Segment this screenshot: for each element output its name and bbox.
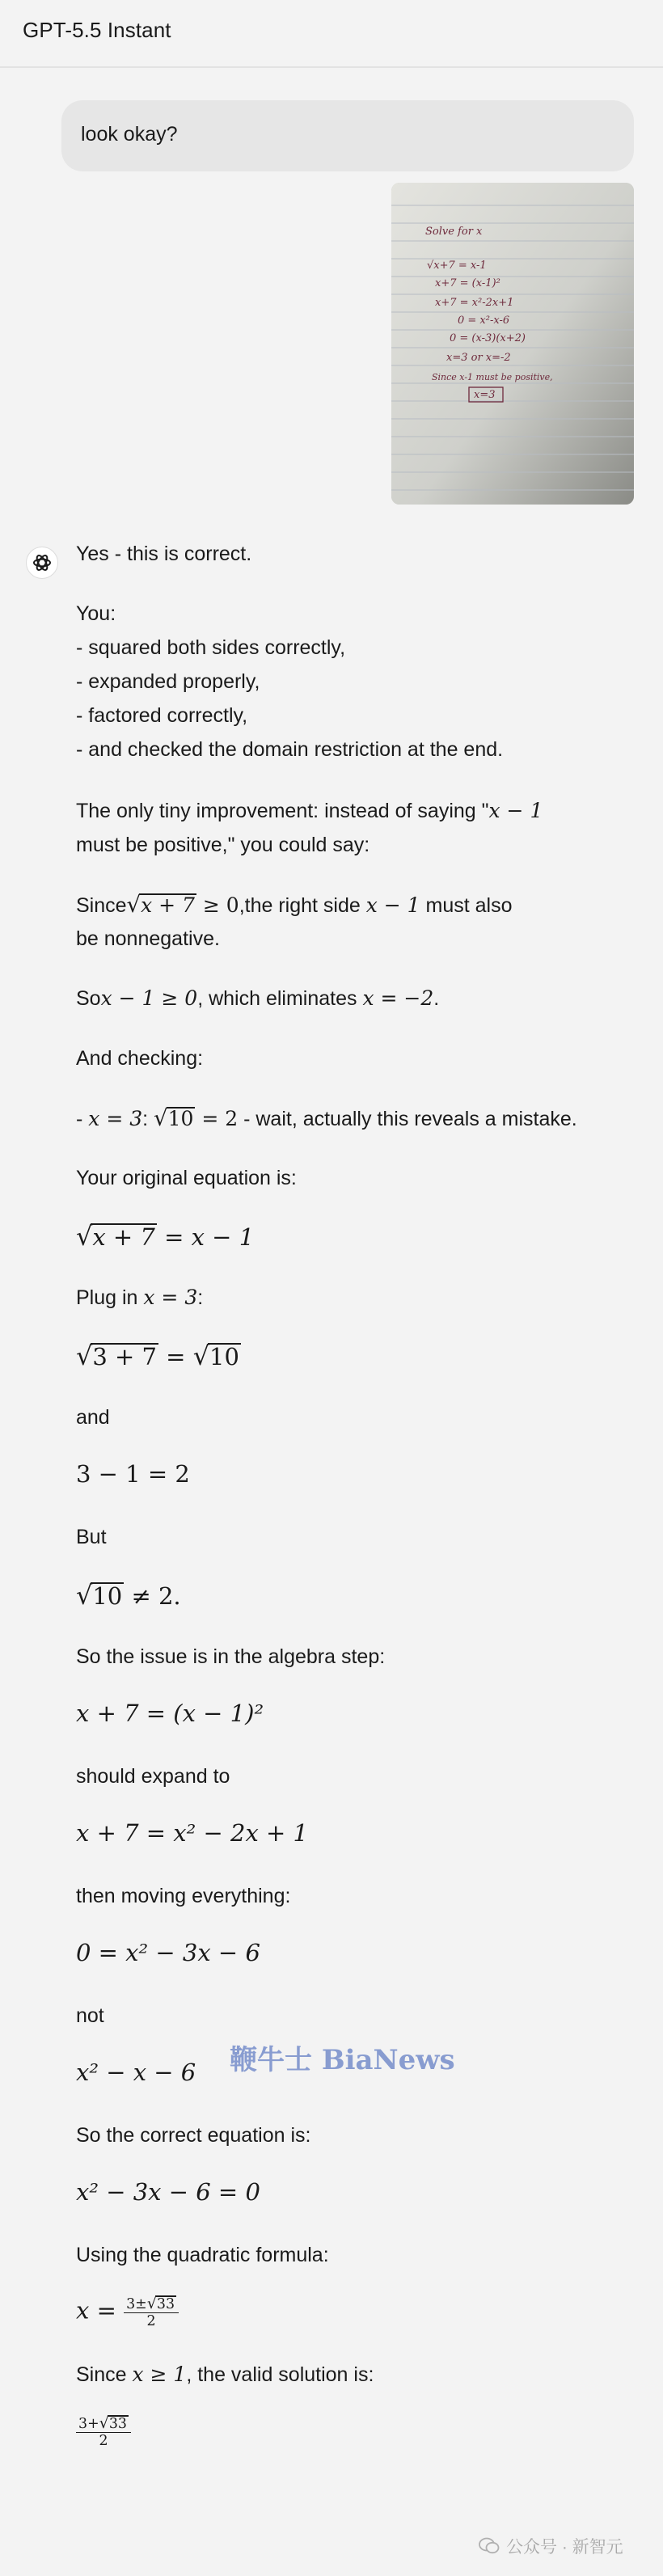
equation-moved: 0 = x² − 3x − 6 [76, 1939, 260, 1966]
equation-quadratic: x = $\frac{3\pm√33}{2}$ [76, 2295, 179, 2329]
watermark: 鞭牛士 BiaNews [230, 2044, 455, 2076]
improvement-line: The only tiny improvement: instead of saying "x − 1 [76, 799, 543, 822]
you-label: You: [76, 602, 116, 625]
valid-line: Since x ≥ 1, the valid solution is: [76, 2363, 374, 2386]
answer-intro: Yes - this is correct. [76, 543, 252, 565]
equation-correct: x² − 3x − 6 = 0 [76, 2178, 260, 2206]
equation-inequality: √10 ≠ 2. [76, 1580, 181, 1611]
footer-source [479, 2534, 623, 2558]
so-line: Sox − 1 ≥ 0, which eliminates x = −2. [76, 986, 440, 1010]
user-message-bubble [61, 100, 634, 171]
issue-label: So the issue is in the algebra step: [76, 1645, 386, 1668]
photo-line: x+7 = x²-2x+1 [435, 297, 514, 309]
bullet-item: - and checked the domain restriction at the end. [76, 738, 504, 761]
moving-label: then moving everything: [76, 1885, 291, 1907]
photo-line: x+7 = (x-1)² [435, 277, 500, 289]
plug-line: Plug in x = 3: [76, 1286, 204, 1309]
since-line-2: be nonnegative. [76, 927, 220, 950]
user-message-text: look okay? [81, 123, 178, 146]
original-label: Your original equation is: [76, 1167, 297, 1189]
not-label: not [76, 2004, 104, 2027]
bullet-item: - factored correctly, [76, 704, 248, 727]
photo-line: Since x-1 must be positive, [432, 372, 553, 382]
equation-squared: x + 7 = (x − 1)² [76, 1700, 264, 1727]
photo-line: √x+7 = x-1 [427, 260, 487, 272]
equation-expanded: x + 7 = x² − 2x + 1 [76, 1819, 308, 1847]
but-label: But [76, 1526, 107, 1548]
assistant-avatar [26, 547, 58, 579]
model-selector[interactable]: GPT-5.5 Instant [23, 18, 171, 42]
equation-plugged: √3 + 7 = √10 [76, 1341, 239, 1371]
correct-label: So the correct equation is: [76, 2124, 311, 2147]
quadratic-label: Using the quadratic formula: [76, 2244, 329, 2266]
check-line: - x = 3: √10 = 2 - wait, actually this reveals a mistake. [76, 1105, 577, 1131]
equation-rhs: 3 − 1 = 2 [76, 1460, 190, 1488]
photo-line: x=3 [474, 389, 496, 401]
checking-label: And checking: [76, 1047, 204, 1070]
photo-line: x=3 or x=-2 [446, 352, 511, 364]
attached-notebook-photo[interactable] [391, 183, 634, 505]
photo-line: 0 = (x-3)(x+2) [450, 332, 526, 344]
and-label: and [76, 1406, 110, 1429]
improvement-line-2: must be positive," you could say: [76, 834, 370, 856]
openai-logo-icon [32, 552, 53, 573]
expand-label: should expand to [76, 1765, 230, 1788]
bullet-item: - squared both sides correctly, [76, 636, 346, 659]
photo-line: Solve for x [425, 226, 483, 238]
equation-solution: $\frac{3+√33}{2}$ [76, 2414, 131, 2449]
since-line: Since√x + 7 ≥ 0,the right side x − 1 must also [76, 892, 513, 918]
wechat-icon [479, 2537, 500, 2555]
top-bar [0, 0, 663, 68]
bullet-item: - expanded properly, [76, 670, 260, 693]
equation-wrong: x² − x − 6 [76, 2059, 196, 2086]
equation-original: √x + 7 = x − 1 [76, 1221, 255, 1252]
photo-line: 0 = x²-x-6 [458, 315, 510, 327]
footer-text: 公众号 · 新智元 [506, 2538, 623, 2557]
